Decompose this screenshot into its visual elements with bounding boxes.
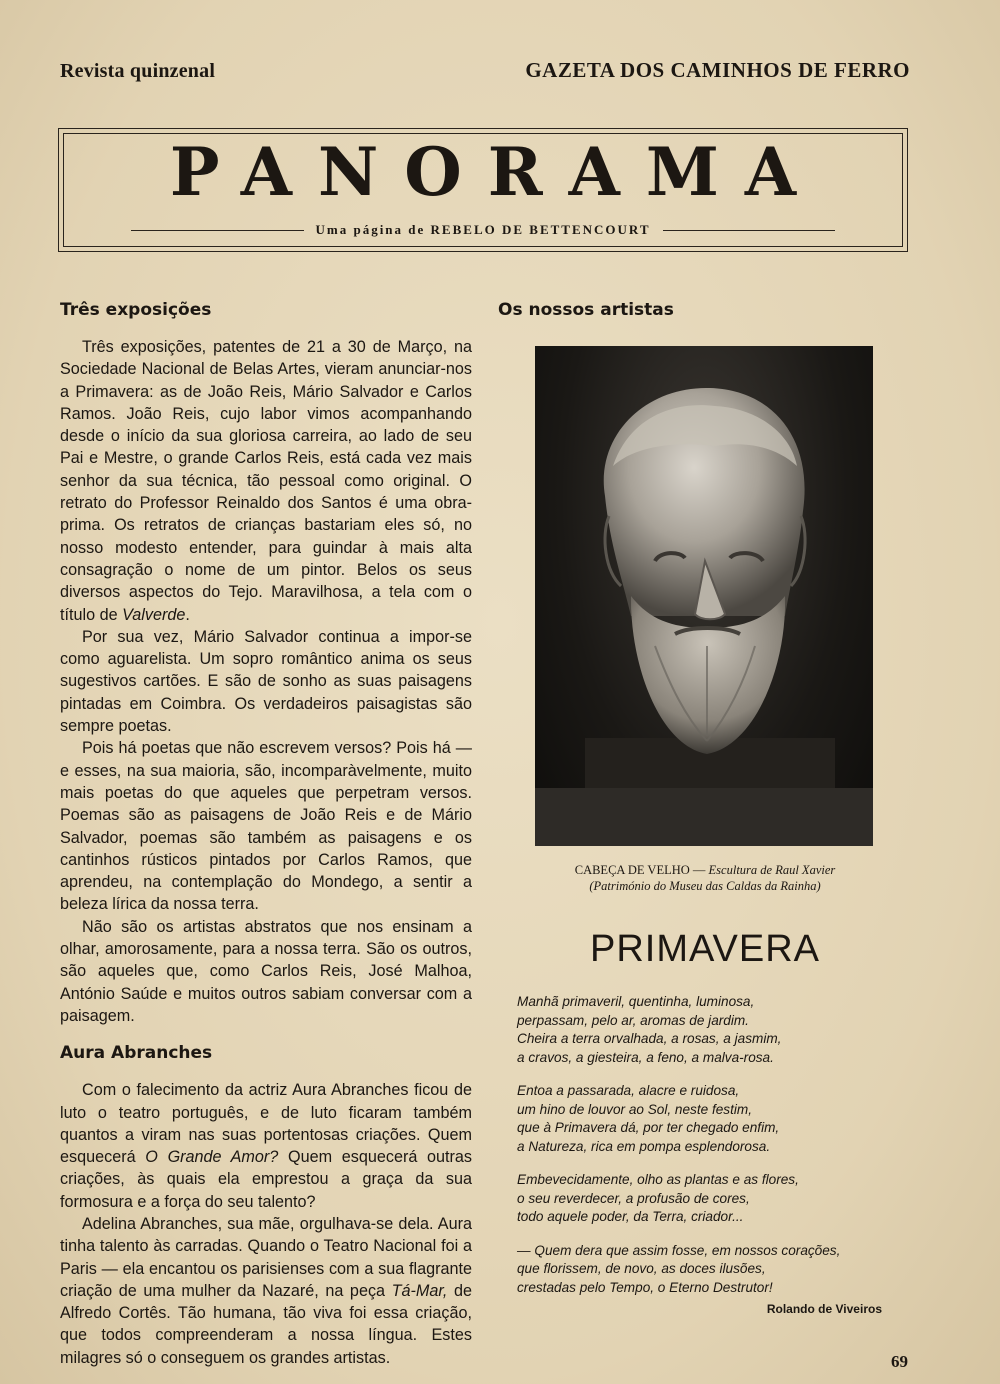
poem-stanza [517,1082,917,1156]
poem-stanza [517,1242,917,1298]
poem-title: PRIMAVERA [589,928,820,970]
paragraph: Por sua vez, Mário Salvador continua a impor-se como aguarelista. Um sopro romântico anima os seus sugestivos cartões. E são de sonho as suas paisagens pintadas em Coimbra. Os verdadeiros paisagistas são sempre poetas. [60,627,472,736]
masthead-frame [58,128,908,252]
byline-rule-right [663,230,836,231]
paragraph: Três exposições, patentes de 21 a 30 de Março, na Sociedade Nacional de Belas Artes, vieram anunciar-nos a Primavera: as de João Reis, Mário Salvador e Carlos Ramos. João Reis, cujo labor vimos acompanhando desde o início da sua gloriosa carreira, ao lado de seu Pai e Mestre, o grande Carlos Reis, está cada vez mais senhor da sua técnica, tão pessoal como original. O retrato do Professor Reinaldo dos Santos é uma obra-prima. Os retratos de crianças bastariam eles só, no nosso modesto entender, para guindar à mais alta consagração o nome de um pintor. Belos os seus diversos aspectos do Tejo. Maravilhosa, a tela com o título de Valverde. [60,338,472,624]
poem-line: a cravos, a giesteira, a feno, a malva-rosa. [517,1049,774,1065]
poem-line: que à Primavera dá, por ter chegado enfim, [517,1120,780,1135]
poem-line: a Natureza, rica em pompa esplendorosa. [517,1138,771,1154]
poem-author: Rolando de Viveiros [766,1302,882,1316]
paragraph [60,1213,472,1369]
poem-line: crestadas pelo Tempo, o Eterno Destrutor! [517,1279,773,1295]
photo-caption [520,862,890,894]
poem-stanza [517,1171,917,1227]
poem-line: Cheira a terra orvalhada, a rosas, a jasmim, [517,1031,782,1046]
text-run: Com o falecimento da actriz Aura Abranches ficou de luto o teatro português, e de luto ficaram também quantos a viram nas suas portentosas criações. Quem esquecerá [60,1081,472,1167]
caption-italic: Escultura de Raul Xavier [708,863,836,877]
section-title-tres-exposicoes: Três exposições [60,300,212,320]
paragraph: Não são os artistas abstratos que nos ensinam a olhar, amorosamente, para a nossa terra. São os outros, são aqueles que, como Carlos Reis, José Malhoa, António Saúde e muitos outros sabiam conversar com a paisagem. [60,917,472,1025]
article-tres-exposicoes [60,336,472,1027]
text-run: Quem esquecerá outras criações, às quais ela emprestou a graça da sua formosura e a força do seu talento? [60,1148,473,1211]
article-aura-abranches [60,1079,472,1369]
poem-stanza [517,993,917,1067]
caption-line-2: (Património do Museu das Caldas da Rainha) [589,879,821,893]
poem-line: Manhã primaveril, quentinha, luminosa, [517,994,755,1009]
masthead-title: PANORAMA [169,133,823,211]
poem-line: todo aquele poder, da Terra, criador... [517,1209,744,1224]
page-number: 69 [891,1352,908,1371]
poem-line: o seu reverdecer, a profusão de cores, [517,1190,750,1206]
poem-line: Entoa a passarada, alacre e ruidosa, [517,1083,740,1098]
running-head-right: GAZETA DOS CAMINHOS DE FERRO [525,58,910,82]
caption-plain: CABEÇA DE VELHO — [574,863,706,877]
byline-rule-left [131,230,304,231]
section-title-os-nossos-artistas: Os nossos artistas [498,300,674,320]
right-column [498,300,910,320]
italic-title-o-grande-amor: O Grande Amor? [145,1148,279,1167]
byline: Uma página de REBELO DE BETTENCOURT [315,222,651,237]
poem-line: — Quem dera que assim fosse, em nossos corações, [517,1242,841,1258]
sculpture-photo [535,346,873,846]
running-head-left: Revista quinzenal [60,60,216,82]
paragraph [60,1079,472,1213]
caption-line-1 [520,862,890,878]
poem-line: um hino de louvor ao Sol, neste festim, [517,1101,752,1117]
section-title-aura-abranches: Aura Abranches [60,1043,213,1064]
poem-line: Embevecidamente, olho as plantas e as flores, [517,1172,799,1187]
paragraph-text: Três exposições, patentes de 21 a 30 de Março, na Sociedade Nacional de Belas Artes, vieram anunciar-nos a Primavera: as de João Reis, Mário Salvador e Carlos Ramos. João Reis, cujo labor vimos acompanhando desde o início da sua gloriosa carreira, ao lado de seu Pai e Mestre, o grande Carlos Reis, está cada vez mais senhor da sua técnica, tão pessoal como original. O retrato do Professor Reinaldo dos Santos é uma obra-prima. Os retratos de crianças bastariam eles só, no nosso modesto entender, para guindar à mais alta consagração o nome de um pintor. Belos os seus diversos aspectos do Tejo. Maravilhosa, a tela com o título de [60,338,472,624]
text-run: de Alfredo Cortês. Tão humana, tão viva foi essa criação, que todos compreenderam a nossa língua. Estes milagres só o conseguem os grandes artistas. [60,1281,473,1367]
italic-title-valverde: Valverde [122,605,186,624]
poem-line: que florissem, de novo, as doces ilusões, [517,1261,766,1276]
left-column [60,300,472,1369]
byline-row [119,220,847,240]
paragraph: Pois há poetas que não escrevem versos? Pois há — e esses, na sua maioria, são, incomparàvelmente, muito mais poetas do que aqueles que perpetram versos. Poemas são as paisagens de João Reis e de Mário Salvador, poemas são também as paisagens e os cantinhos rústicos pintados por Carlos Ramos, que aprendeu, na contemplação do Mondego, a sentir a beleza lírica da nossa terra. [60,739,472,914]
poem-line: perpassam, pelo ar, aromas de jardim. [517,1012,749,1028]
italic-title-ta-mar: Tá-Mar, [391,1281,448,1300]
sculpture-bust-image [535,346,873,846]
poem-primavera [517,993,917,1312]
text-run: Adelina Abranches, sua mãe, orgulhava-se dela. Aura tinha talento às carradas. Quando o Teatro Nacional foi a Paris — ela encantou os parisienses com a sua flagrante criação de uma mulher da Nazaré, na peça [60,1214,472,1300]
